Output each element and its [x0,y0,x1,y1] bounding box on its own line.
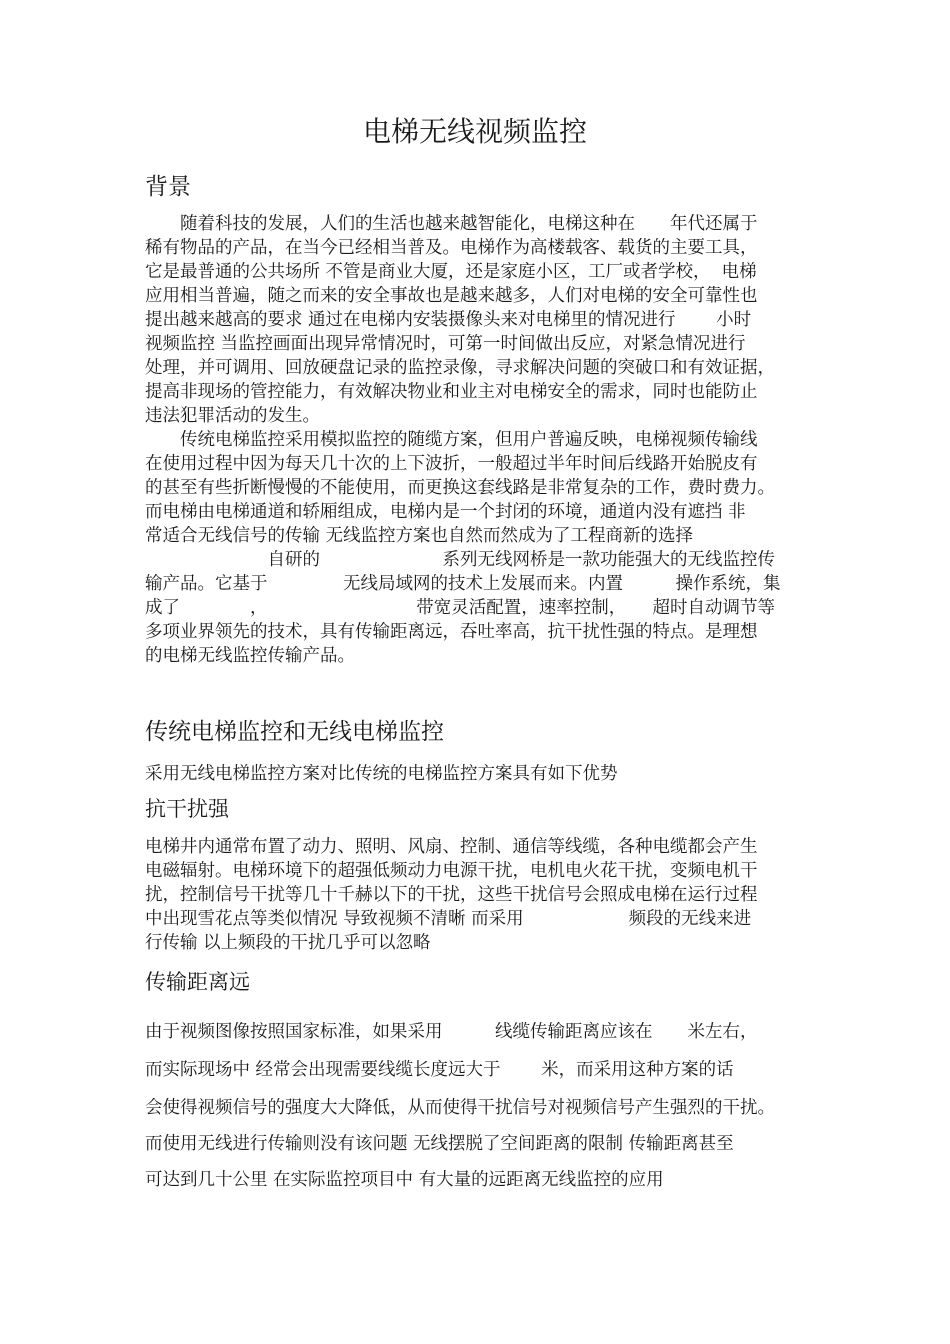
section-heading-background: 背景 [145,174,191,200]
text-line: 成了 ， 带宽灵活配置，速率控制， 超时自动调节等 [145,598,775,618]
text-line: 中出现雪花点等类似情况 导致视频不清晰 而采用 频段的无线来进 [145,909,752,929]
text-line: 由于视频图像按照国家标准，如果采用 线缆传输距离应该在 米左右， [145,1022,758,1042]
text-line: 提出越来越高的要求 通过在电梯内安装摄像头来对电梯里的情况进行 小时 [145,310,752,330]
document-title: 电梯无线视频监控 [362,115,587,148]
text-line: 可达到几十公里 在实际监控项目中 有大量的远距离无线监控的应用 [145,1170,664,1190]
text-line: 扰，控制信号干扰等几十千赫以下的干扰，这些干扰信号会照成电梯在运行过程 [145,885,758,905]
text-line: 行传输 以上频段的干扰几乎可以忽略 [145,933,431,953]
section-heading-comparison: 传统电梯监控和无线电梯监控 [145,719,444,745]
text-line: 的甚至有些折断慢慢的不能使用，而更换这套线路是非常复杂的工作，费时费力。 [145,478,775,498]
text-line: 电梯井内通常布置了动力、照明、风扇、控制、通信等线缆，各种电缆都会产生 [145,837,758,857]
text-line: 它是最普通的公共场所 不管是商业大厦，还是家庭小区，工厂或者学校， 电梯 [145,262,757,282]
section-heading-long-distance: 传输距离远 [145,970,250,994]
text-line: 而使用无线进行传输则没有该问题 无线摆脱了空间距离的限制 传输距离甚至 [145,1134,734,1154]
text-line: 而实际现场中 经常会出现需要线缆长度远大于 米，而采用这种方案的话 [145,1060,734,1080]
text-line: 多项业界领先的技术，具有传输距离远，吞吐率高，抗干扰性强的特点。是理想 [145,622,758,642]
text-line: 稀有物品的产品，在当今已经相当普及。电梯作为高楼载客、载货的主要工具， [145,238,758,258]
text-line: 的电梯无线监控传输产品。 [145,646,355,666]
text-line: 处理，并可调用、回放硬盘记录的监控录像，寻求解决问题的突破口和有效证据， [145,358,775,378]
text-line: 而电梯由电梯通道和轿厢组成，电梯内是一个封闭的环境，通道内没有遮挡 非 [145,502,746,522]
text-line: 违法犯罪活动的发生。 [145,406,320,426]
comparison-intro: 采用无线电梯监控方案对比传统的电梯监控方案具有如下优势 [145,764,618,784]
text-line: 随着科技的发展，人们的生活也越来越智能化，电梯这种在 年代还属于 [145,214,758,234]
text-line: 视频监控 当监控画面出现异常情况时，可第一时间做出反应，对紧急情况进行 [145,334,746,354]
text-line: 电磁辐射。电梯环境下的超强低频动力电源干扰，电机电火花干扰，变频电机干 [145,861,758,881]
text-line: 自研的 系列无线网桥是一款功能强大的无线监控传 [145,550,775,570]
text-line: 提高非现场的管控能力，有效解决物业和业主对电梯安全的需求，同时也能防止 [145,382,758,402]
text-line: 传统电梯监控采用模拟监控的随缆方案，但用户普遍反映，电梯视频传输线 [145,430,758,450]
text-line: 输产品。它基于 无线局域网的技术上发展而来。内置 操作系统，集 [145,574,781,594]
text-line: 在使用过程中因为每天几十次的上下波折，一般超过半年时间后线路开始脱皮有 [145,454,758,474]
section-heading-anti-interference: 抗干扰强 [145,797,229,821]
text-line: 应用相当普遍，随之而来的安全事故也是越来越多，人们对电梯的安全可靠性也 [145,286,758,306]
text-line: 常适合无线信号的传输 无线监控方案也自然而然成为了工程商新的选择 [145,526,694,546]
text-line: 会使得视频信号的强度大大降低，从而使得干扰信号对视频信号产生强烈的干扰。 [145,1098,775,1118]
